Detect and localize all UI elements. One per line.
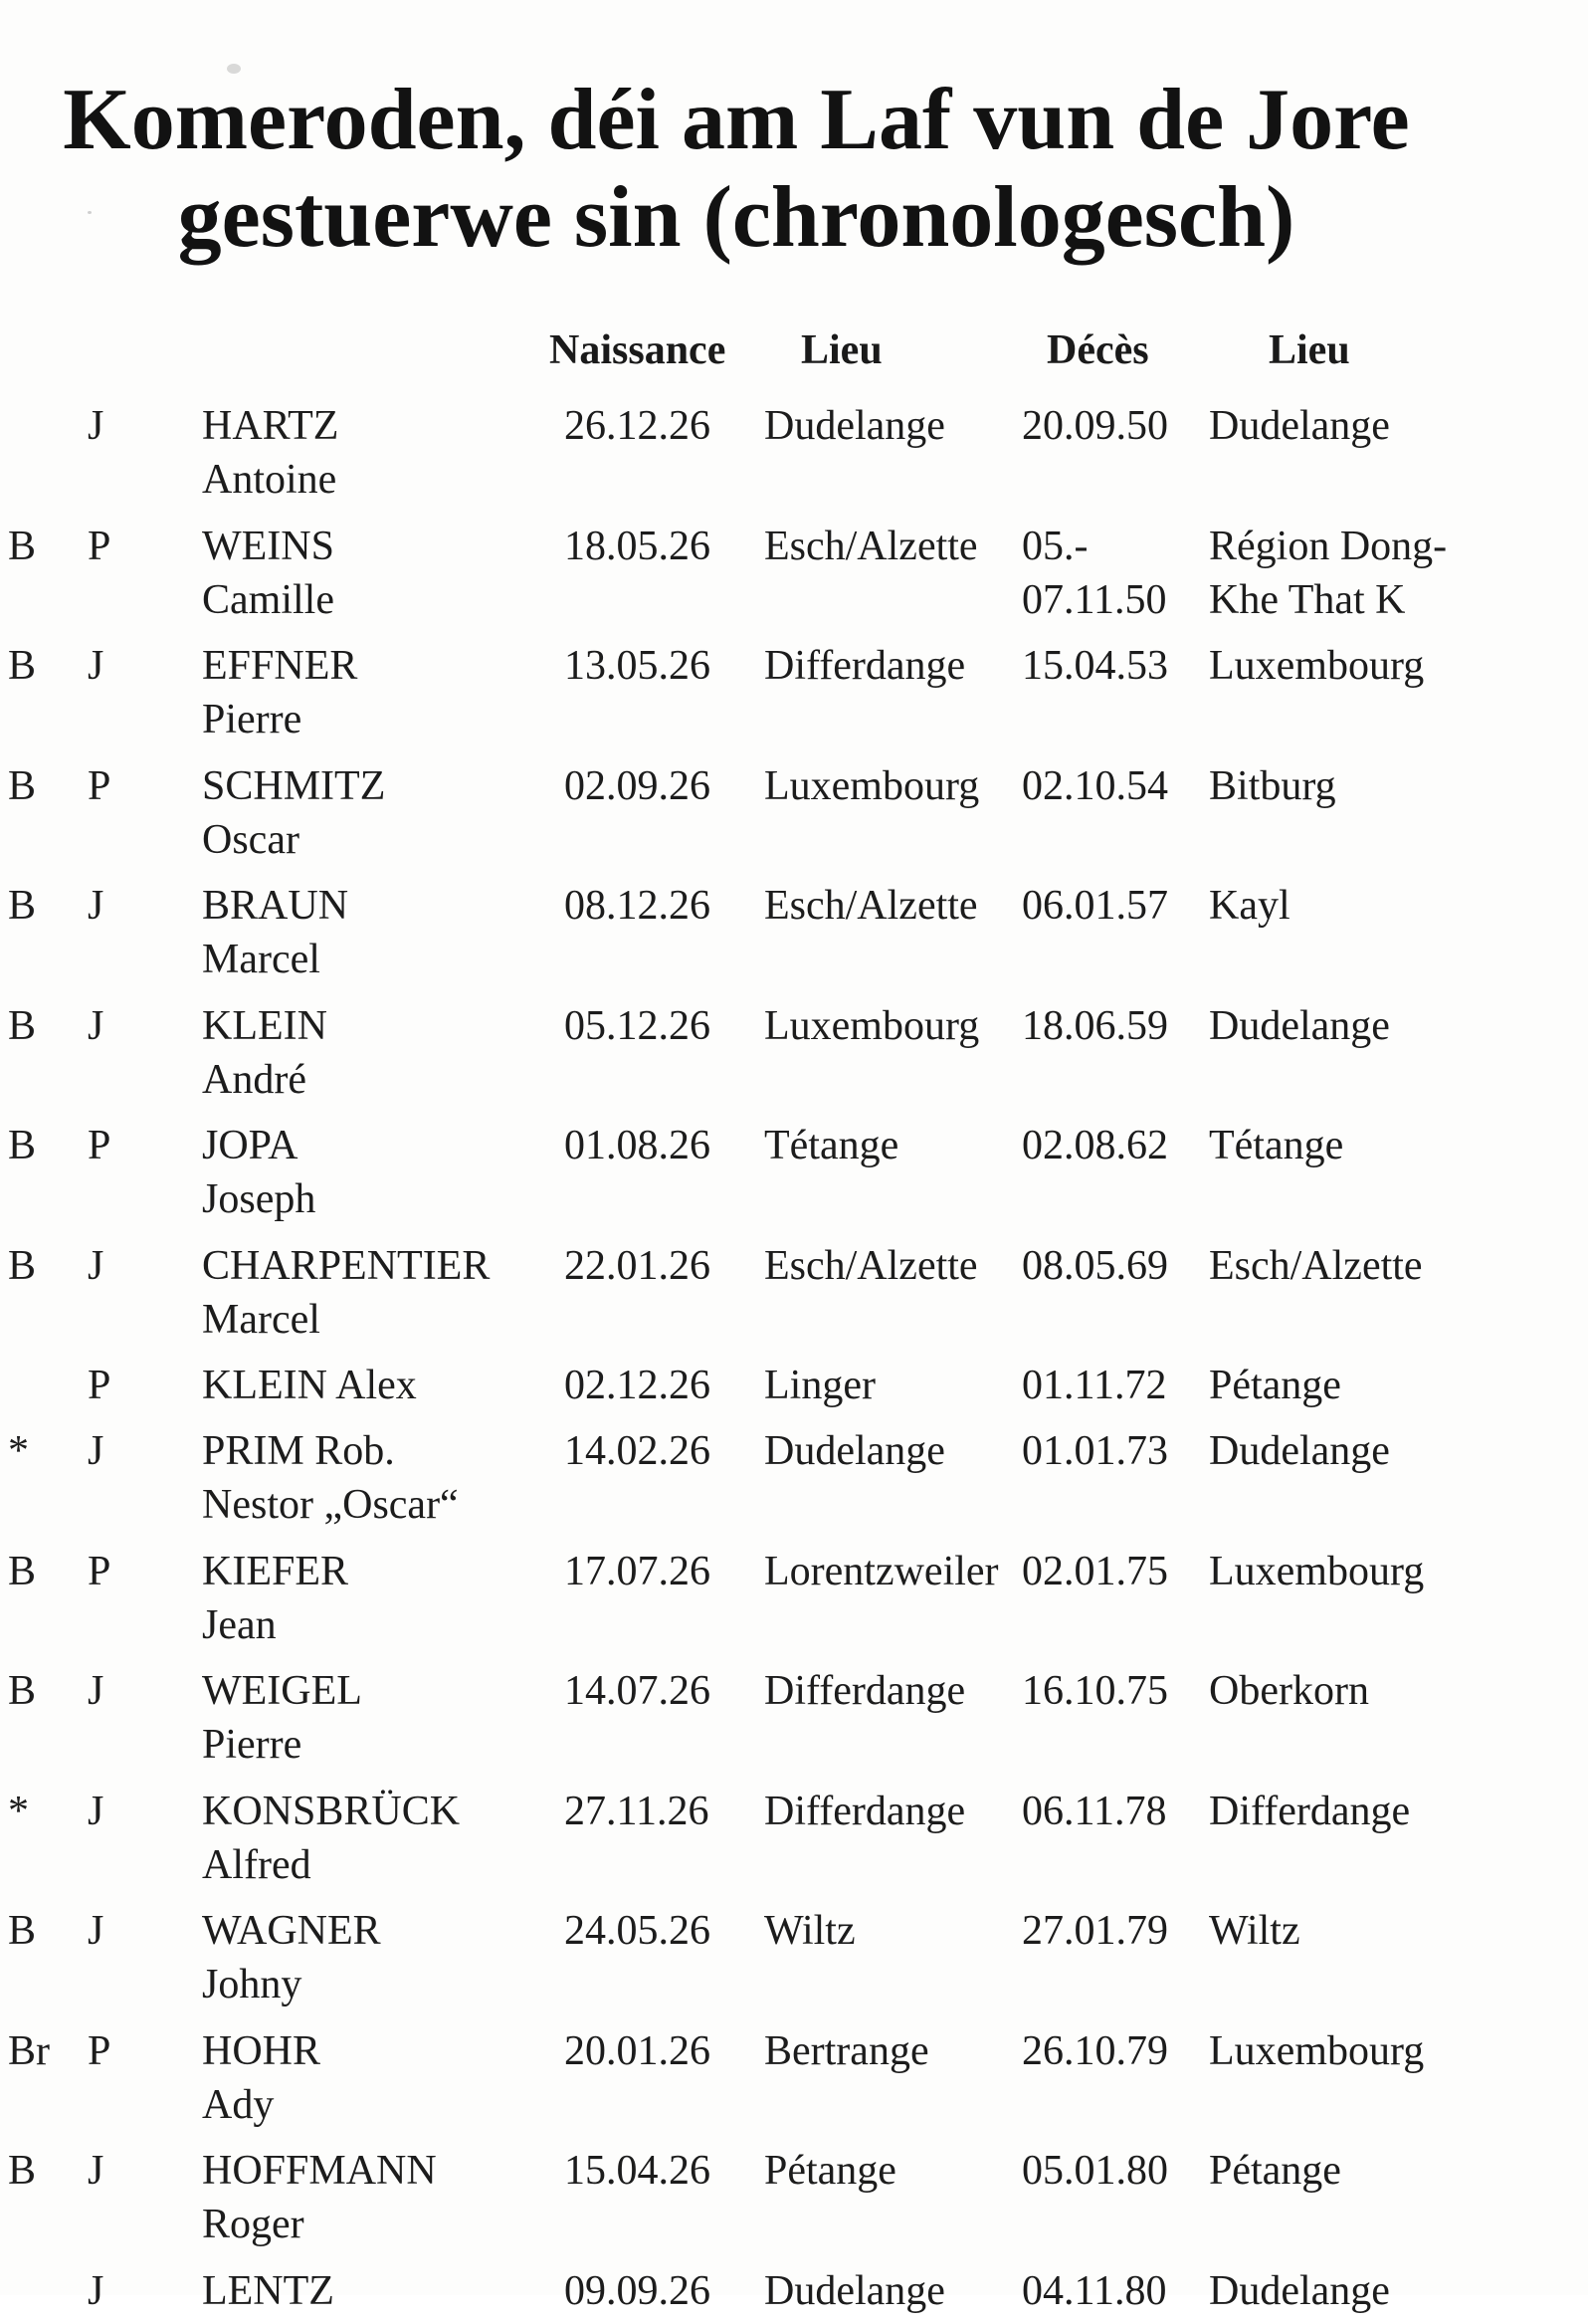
page-title	[0, 72, 1473, 267]
row-death-date-line1: 06.01.57	[1022, 883, 1168, 929]
row-death-date-line1: 05.-	[1022, 523, 1089, 569]
row-firstname: Alfred	[202, 1841, 311, 1888]
row-death-place-line1: Luxembourg	[1209, 643, 1425, 689]
row-birth-place: Dudelange	[764, 2267, 945, 2314]
row-firstname: Pierre	[202, 697, 302, 742]
row-type: J	[88, 2267, 104, 2314]
row-surname: LENTZ	[202, 2267, 334, 2314]
row-death-date-line1: 02.01.75	[1022, 1548, 1168, 1594]
header-death: Décès	[1047, 327, 1149, 373]
row-firstname: Camille	[202, 576, 334, 623]
row-birth-date: 24.05.26	[564, 1908, 710, 1954]
row-birth-date: 17.07.26	[564, 1548, 710, 1594]
table-row	[0, 2258, 1588, 2324]
row-name	[202, 520, 334, 627]
row-type: P	[88, 2027, 111, 2074]
row-name	[202, 1664, 362, 1772]
row-name	[202, 2264, 334, 2318]
row-birth-place: Dudelange	[764, 403, 945, 449]
header-birthplace: Lieu	[801, 327, 883, 373]
row-death-place-line1: Pétange	[1209, 1363, 1341, 1408]
table-row	[0, 993, 1588, 1114]
row-death-place-line1: Wiltz	[1209, 1908, 1300, 1954]
table-row	[0, 1418, 1588, 1539]
row-birth-date: 18.05.26	[564, 523, 710, 569]
row-firstname: André	[202, 1056, 306, 1103]
row-death-place-line1: Oberkorn	[1209, 1668, 1369, 1714]
row-type: J	[88, 883, 104, 929]
row-surname: BRAUN	[202, 883, 349, 929]
row-death-date	[1022, 1424, 1168, 1478]
row-death-date-line1: 08.05.69	[1022, 1242, 1168, 1289]
row-death-date-line1: 01.11.72	[1022, 1363, 1167, 1408]
row-surname: HOFFMANN	[202, 2148, 437, 2194]
row-birth-place: Esch/Alzette	[764, 883, 978, 929]
row-birth-place: Differdange	[764, 1788, 966, 1834]
row-type: J	[88, 403, 104, 449]
row-firstname: Joseph	[202, 1176, 316, 1222]
row-mark: B	[8, 1668, 37, 1714]
row-birth-date: 14.07.26	[564, 1668, 710, 1714]
row-firstname: Nestor „Oscar“	[202, 1482, 459, 1528]
row-death-place-line1: Dudelange	[1209, 2267, 1390, 2314]
row-mark: B	[8, 1908, 37, 1954]
row-death-date	[1022, 399, 1168, 453]
row-mark: B	[8, 883, 37, 929]
row-birth-date: 14.02.26	[564, 1428, 710, 1474]
row-type: J	[88, 1788, 104, 1834]
row-mark: B	[8, 1123, 37, 1168]
title-line-2: gestuerwe sin (chronologesch)	[177, 169, 1295, 266]
row-mark: Br	[8, 2027, 50, 2074]
row-death-date	[1022, 1664, 1168, 1718]
row-type: P	[88, 1363, 111, 1408]
table-header	[0, 326, 1588, 386]
row-death-place	[1209, 1359, 1341, 1412]
row-surname: JOPA	[202, 1123, 298, 1168]
row-surname: HOHR	[202, 2027, 321, 2074]
row-surname: KIEFER	[202, 1548, 348, 1594]
row-death-place-line1: Tétange	[1209, 1123, 1344, 1168]
row-name	[202, 2144, 437, 2251]
row-mark: B	[8, 762, 37, 809]
row-type: P	[88, 1548, 111, 1594]
row-birth-date: 02.09.26	[564, 762, 710, 809]
row-mark: B	[8, 1242, 37, 1289]
row-death-place-line1: Dudelange	[1209, 403, 1390, 449]
row-birth-place: Wiltz	[764, 1908, 856, 1954]
row-surname: HARTZ	[202, 403, 339, 449]
row-surname: KONSBRÜCK	[202, 1788, 461, 1834]
row-firstname: Ady	[202, 2081, 275, 2128]
row-death-place-line1: Dudelange	[1209, 1428, 1390, 1474]
row-firstname: Antoine	[202, 457, 337, 503]
row-death-place-line1: Esch/Alzette	[1209, 1242, 1423, 1289]
row-birth-place: Linger	[764, 1363, 876, 1408]
row-firstname: Johny	[202, 1962, 302, 2007]
row-birth-date: 15.04.26	[564, 2148, 710, 2194]
row-type: J	[88, 1668, 104, 1714]
row-death-date	[1022, 1545, 1168, 1598]
row-death-place	[1209, 1904, 1300, 1958]
row-birth-date: 13.05.26	[564, 643, 710, 689]
row-death-date-line1: 02.10.54	[1022, 762, 1168, 809]
row-surname: WEIGEL	[202, 1668, 362, 1714]
row-death-place-line2: Khe That K	[1209, 576, 1406, 623]
row-death-place	[1209, 2264, 1390, 2318]
table-row	[0, 873, 1588, 993]
row-death-place	[1209, 1785, 1410, 1838]
row-name	[202, 999, 327, 1107]
row-death-place	[1209, 2024, 1424, 2078]
row-type: J	[88, 1002, 104, 1049]
row-firstname: Pierre	[202, 1722, 302, 1768]
row-mark: B	[8, 523, 37, 569]
title-line-1: Komeroden, déi am Laf vun de Jore	[63, 72, 1410, 168]
row-firstname: Marcel	[202, 1296, 320, 1343]
row-birth-date: 09.09.26	[564, 2267, 710, 2314]
row-death-date-line1: 26.10.79	[1022, 2027, 1168, 2074]
row-birth-place: Dudelange	[764, 1428, 945, 1474]
row-birth-date: 26.12.26	[564, 403, 710, 449]
row-death-date	[1022, 2264, 1166, 2318]
row-birth-place: Esch/Alzette	[764, 523, 978, 569]
row-name	[202, 399, 338, 507]
row-death-place	[1209, 1545, 1424, 1598]
row-death-place-line1: Kayl	[1209, 883, 1290, 929]
row-birth-place: Pétange	[764, 2148, 896, 2194]
row-type: J	[88, 1242, 104, 1289]
row-death-date	[1022, 1785, 1166, 1838]
row-name	[202, 1239, 490, 1347]
row-birth-place: Luxembourg	[764, 1002, 980, 1049]
row-death-place-line1: Luxembourg	[1209, 1548, 1425, 1594]
row-death-date	[1022, 1359, 1166, 1412]
row-birth-date: 01.08.26	[564, 1123, 710, 1168]
row-death-place	[1209, 2144, 1341, 2198]
row-birth-place: Luxembourg	[764, 762, 980, 809]
row-surname: WAGNER	[202, 1908, 381, 1954]
members-table	[0, 393, 1588, 2324]
row-name	[202, 1359, 417, 1412]
row-mark: B	[8, 1548, 37, 1594]
row-death-place	[1209, 520, 1447, 627]
table-row	[0, 1113, 1588, 1233]
table-row	[0, 1539, 1588, 1659]
row-mark: B	[8, 1002, 37, 1049]
row-death-date	[1022, 2144, 1168, 2198]
row-death-date-line2: 07.11.50	[1022, 576, 1167, 623]
row-death-date-line1: 04.11.80	[1022, 2267, 1167, 2314]
table-row	[0, 1898, 1588, 2018]
header-birth: Naissance	[549, 327, 726, 373]
row-death-place-line1: Dudelange	[1209, 1002, 1390, 1049]
table-row	[0, 753, 1588, 874]
row-mark: B	[8, 643, 37, 689]
row-death-date-line1: 06.11.78	[1022, 1788, 1167, 1834]
row-death-place	[1209, 399, 1390, 453]
header-deathplace: Lieu	[1269, 327, 1350, 373]
row-name	[202, 1785, 460, 1892]
row-death-date	[1022, 759, 1168, 813]
row-name	[202, 1424, 459, 1532]
table-row	[0, 1779, 1588, 1899]
row-surname: CHARPENTIER	[202, 1242, 491, 1289]
row-name	[202, 1545, 348, 1652]
row-birth-place: Lorentzweiler	[764, 1548, 999, 1594]
row-death-date-line1: 02.08.62	[1022, 1123, 1168, 1168]
row-firstname: Roger	[202, 2202, 304, 2247]
table-row	[0, 2018, 1588, 2139]
row-type: P	[88, 762, 111, 809]
row-birth-date: 05.12.26	[564, 1002, 710, 1049]
row-name	[202, 879, 348, 986]
row-death-place	[1209, 1119, 1343, 1172]
table-row	[0, 1658, 1588, 1779]
row-death-place	[1209, 1239, 1423, 1293]
row-death-place	[1209, 1664, 1369, 1718]
row-death-date	[1022, 639, 1168, 693]
row-name	[202, 2024, 320, 2132]
row-birth-date: 27.11.26	[564, 1788, 709, 1834]
row-death-place	[1209, 759, 1336, 813]
row-type: J	[88, 643, 104, 689]
table-row	[0, 2138, 1588, 2258]
row-death-date-line1: 20.09.50	[1022, 403, 1168, 449]
row-death-place-line1: Pétange	[1209, 2148, 1341, 2194]
row-death-place-line1: Luxembourg	[1209, 2027, 1425, 2074]
row-death-place	[1209, 879, 1290, 933]
row-birth-date: 02.12.26	[564, 1363, 710, 1408]
row-mark: *	[8, 1788, 29, 1834]
row-death-date-line1: 15.04.53	[1022, 643, 1168, 689]
row-type: P	[88, 523, 111, 569]
row-death-place	[1209, 1424, 1390, 1478]
row-death-date-line1: 01.01.73	[1022, 1428, 1168, 1474]
row-firstname: Oscar	[202, 816, 299, 863]
row-death-place-line1: Differdange	[1209, 1788, 1411, 1834]
row-surname: WEINS	[202, 523, 334, 569]
row-birth-date: 20.01.26	[564, 2027, 710, 2074]
row-surname: KLEIN Alex	[202, 1363, 417, 1408]
row-death-date	[1022, 879, 1168, 933]
row-name	[202, 759, 385, 867]
table-row	[0, 633, 1588, 753]
row-type: J	[88, 2148, 104, 2194]
row-name	[202, 1119, 315, 1226]
row-death-date-line1: 18.06.59	[1022, 1002, 1168, 1049]
row-death-date	[1022, 520, 1166, 627]
row-mark: B	[8, 2148, 37, 2194]
row-death-place-line1: Bitburg	[1209, 762, 1336, 809]
row-type: P	[88, 1123, 111, 1168]
row-surname: SCHMITZ	[202, 762, 386, 809]
row-death-place-line1: Région Dong-	[1209, 523, 1448, 569]
row-death-date	[1022, 1239, 1168, 1293]
row-birth-date: 08.12.26	[564, 883, 710, 929]
row-birth-place: Differdange	[764, 643, 966, 689]
row-type: J	[88, 1908, 104, 1954]
row-death-date-line1: 05.01.80	[1022, 2148, 1168, 2194]
row-death-date-line1: 16.10.75	[1022, 1668, 1168, 1714]
row-death-date-line1: 27.01.79	[1022, 1908, 1168, 1954]
row-mark: *	[8, 1428, 29, 1474]
row-birth-place: Tétange	[764, 1123, 899, 1168]
row-birth-place: Differdange	[764, 1668, 966, 1714]
row-death-date	[1022, 2024, 1168, 2078]
row-birth-place: Esch/Alzette	[764, 1242, 978, 1289]
row-surname: KLEIN	[202, 1002, 327, 1049]
table-row	[0, 514, 1588, 634]
table-row	[0, 1353, 1588, 1418]
row-death-date	[1022, 999, 1168, 1053]
row-name	[202, 639, 357, 746]
row-death-place	[1209, 999, 1390, 1053]
row-death-date	[1022, 1119, 1168, 1172]
row-death-date	[1022, 1904, 1168, 1958]
table-row	[0, 1233, 1588, 1354]
row-death-place	[1209, 639, 1424, 693]
row-firstname: Marcel	[202, 937, 320, 982]
row-birth-date: 22.01.26	[564, 1242, 710, 1289]
row-type: J	[88, 1428, 104, 1474]
table-row	[0, 393, 1588, 514]
row-surname: EFFNER	[202, 643, 358, 689]
row-name	[202, 1904, 381, 2011]
row-birth-place: Bertrange	[764, 2027, 929, 2074]
row-firstname: Jean	[202, 1601, 277, 1648]
row-surname: PRIM Rob.	[202, 1428, 395, 1474]
